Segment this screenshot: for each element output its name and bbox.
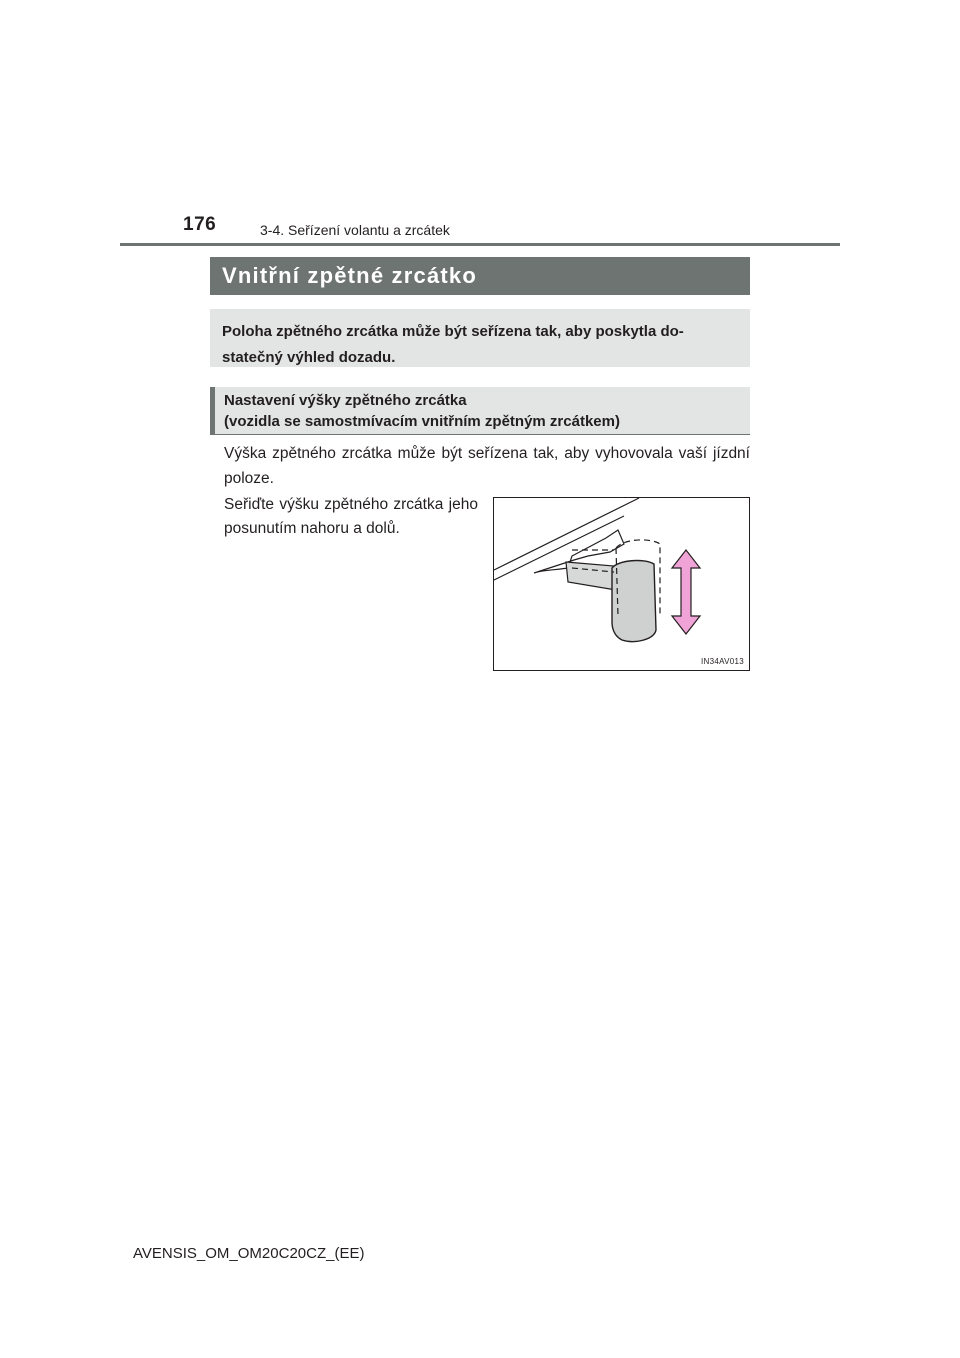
intro-box <box>210 309 750 367</box>
intro-line-1: Poloha zpětného zrcátka může být seřízena tak, aby poskytla do- <box>222 323 684 340</box>
body-paragraph: Výška zpětného zrcátka může být seřízena tak, aby vyhovovala vaší jízdní poloze. <box>224 445 750 487</box>
up-down-arrow <box>672 550 700 634</box>
step-instruction: Seřiďte výšku zpětného zrcátka jeho posunutím nahoru a dolů. <box>224 496 478 537</box>
mirror-body <box>612 561 656 642</box>
header-divider <box>120 243 840 246</box>
mirror-illustration <box>493 497 750 671</box>
section-title: Vnitřní zpětné zrcátko <box>210 257 750 295</box>
mirror-drawing <box>494 498 751 672</box>
subsection-heading-line-2: (vozidla se samostmívacím vnitřním zpětným zrcátkem) <box>224 413 620 430</box>
document-code: AVENSIS_OM_OM20C20CZ_(EE) <box>133 1245 365 1262</box>
figure-id: IN34AV013 <box>700 657 744 666</box>
intro-line-2: statečný výhled dozadu. <box>222 349 396 366</box>
mirror-stem <box>566 562 616 590</box>
page-number: 176 <box>183 214 217 235</box>
chapter-title: 3-4. Seřízení volantu a zrcátek <box>260 222 450 238</box>
subsection-heading <box>210 387 750 435</box>
subsection-heading-line-1: Nastavení výšky zpětného zrcátka <box>224 392 467 409</box>
